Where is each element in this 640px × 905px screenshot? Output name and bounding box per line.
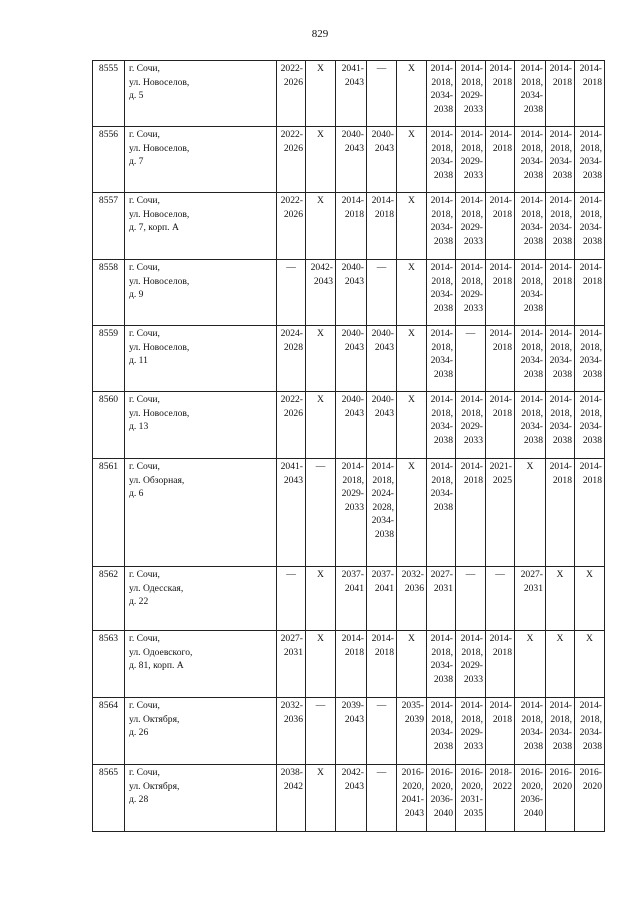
row-number: 8557	[93, 193, 125, 260]
value-cell: 2014- 2018	[367, 631, 397, 698]
row-number: 8562	[93, 567, 125, 631]
value-cell: X	[575, 567, 605, 631]
value-cell: 2014- 2018, 2034- 2038	[575, 326, 605, 392]
table-row	[93, 61, 605, 127]
value-cell: 2014- 2018	[486, 193, 515, 260]
address-cell: г. Сочи, ул. Одоевского, д. 81, корп. А	[125, 631, 277, 698]
value-cell: 2014- 2018	[486, 392, 515, 459]
value-cell: 2014- 2018	[546, 61, 575, 127]
value-cell: 2014- 2018, 2034- 2038	[546, 326, 575, 392]
value-cell: 2014- 2018, 2034- 2038	[546, 193, 575, 260]
value-cell: X	[397, 127, 427, 193]
value-cell: 2014- 2018	[486, 61, 515, 127]
value-cell: X	[306, 631, 336, 698]
value-cell: 2040- 2043	[367, 392, 397, 459]
value-cell: 2018- 2022	[486, 765, 515, 832]
value-cell: 2014- 2018, 2029- 2033	[456, 260, 486, 326]
value-cell: —	[367, 61, 397, 127]
table-row	[93, 567, 605, 631]
value-cell: X	[397, 631, 427, 698]
value-cell: 2014- 2018	[575, 61, 605, 127]
value-cell: X	[397, 260, 427, 326]
row-number: 8559	[93, 326, 125, 392]
value-cell: X	[515, 631, 546, 698]
value-cell: 2014- 2018, 2034- 2038	[575, 127, 605, 193]
value-cell: 2014- 2018, 2034- 2038	[515, 260, 546, 326]
row-number: 8561	[93, 459, 125, 567]
value-cell: —	[367, 698, 397, 765]
address-cell: г. Сочи, ул. Новоселов, д. 13	[125, 392, 277, 459]
value-cell: 2016- 2020, 2031- 2035	[456, 765, 486, 832]
value-cell: —	[277, 260, 306, 326]
value-cell: 2040- 2043	[336, 392, 367, 459]
address-cell: г. Сочи, ул. Обзорная, д. 6	[125, 459, 277, 567]
value-cell: 2016- 2020, 2036- 2040	[515, 765, 546, 832]
value-cell: 2014- 2018, 2034- 2038	[546, 698, 575, 765]
row-number: 8555	[93, 61, 125, 127]
value-cell: 2014- 2018, 2029- 2033	[456, 193, 486, 260]
value-cell: X	[306, 567, 336, 631]
value-cell: X	[546, 631, 575, 698]
value-cell: X	[306, 193, 336, 260]
value-cell: 2037- 2041	[367, 567, 397, 631]
row-number: 8563	[93, 631, 125, 698]
value-cell: —	[277, 567, 306, 631]
address-cell: г. Сочи, ул. Октября, д. 26	[125, 698, 277, 765]
row-number: 8558	[93, 260, 125, 326]
value-cell: 2016- 2020	[546, 765, 575, 832]
value-cell: 2024- 2028	[277, 326, 306, 392]
value-cell: 2014- 2018	[486, 631, 515, 698]
address-cell: г. Сочи, ул. Новоселов, д. 5	[125, 61, 277, 127]
value-cell: 2041- 2043	[277, 459, 306, 567]
value-cell: X	[397, 392, 427, 459]
value-cell: 2027- 2031	[427, 567, 456, 631]
value-cell: 2040- 2043	[367, 127, 397, 193]
value-cell: 2014- 2018, 2034- 2038	[427, 698, 456, 765]
value-cell: 2040- 2043	[336, 127, 367, 193]
value-cell: X	[306, 61, 336, 127]
value-cell: —	[306, 459, 336, 567]
value-cell: 2022- 2026	[277, 61, 306, 127]
value-cell: —	[306, 698, 336, 765]
value-cell: 2038- 2042	[277, 765, 306, 832]
value-cell: 2022- 2026	[277, 127, 306, 193]
value-cell: 2014- 2018, 2024- 2028, 2034- 2038	[367, 459, 397, 567]
value-cell: 2014- 2018	[546, 260, 575, 326]
value-cell: 2032- 2036	[397, 567, 427, 631]
value-cell: 2014- 2018, 2034- 2038	[427, 326, 456, 392]
value-cell: 2040- 2043	[367, 326, 397, 392]
value-cell: 2037- 2041	[336, 567, 367, 631]
value-cell: X	[546, 567, 575, 631]
value-cell: 2021- 2025	[486, 459, 515, 567]
table-row	[93, 392, 605, 459]
value-cell: 2041- 2043	[336, 61, 367, 127]
value-cell: 2014- 2018	[486, 127, 515, 193]
address-cell: г. Сочи, ул. Новоселов, д. 9	[125, 260, 277, 326]
address-cell: г. Сочи, ул. Новоселов, д. 7, корп. А	[125, 193, 277, 260]
value-cell: 2014- 2018	[486, 698, 515, 765]
value-cell: 2014- 2018, 2029- 2033	[456, 631, 486, 698]
value-cell: 2014- 2018	[367, 193, 397, 260]
value-cell: 2014- 2018, 2034- 2038	[427, 127, 456, 193]
value-cell: 2014- 2018, 2034- 2038	[546, 127, 575, 193]
table-row	[93, 765, 605, 832]
value-cell: 2014- 2018	[486, 326, 515, 392]
value-cell: 2014- 2018, 2034- 2038	[427, 631, 456, 698]
value-cell: X	[306, 127, 336, 193]
value-cell: 2014- 2018, 2034- 2038	[575, 392, 605, 459]
value-cell: X	[306, 765, 336, 832]
value-cell: 2027- 2031	[515, 567, 546, 631]
value-cell: 2014- 2018, 2034- 2038	[575, 698, 605, 765]
value-cell: 2014- 2018, 2034- 2038	[427, 459, 456, 567]
address-cell: г. Сочи, ул. Октября, д. 28	[125, 765, 277, 832]
value-cell: 2032- 2036	[277, 698, 306, 765]
value-cell: 2014- 2018, 2034- 2038	[575, 193, 605, 260]
value-cell: 2016- 2020, 2036- 2040	[427, 765, 456, 832]
value-cell: 2014- 2018, 2034- 2038	[427, 61, 456, 127]
data-table	[92, 60, 605, 832]
value-cell: 2014- 2018, 2034- 2038	[427, 193, 456, 260]
value-cell: X	[397, 61, 427, 127]
table-row	[93, 698, 605, 765]
value-cell: 2014- 2018, 2034- 2038	[427, 392, 456, 459]
value-cell: 2014- 2018, 2034- 2038	[515, 61, 546, 127]
value-cell: 2035- 2039	[397, 698, 427, 765]
value-cell: 2014- 2018, 2034- 2038	[515, 193, 546, 260]
row-number: 8565	[93, 765, 125, 832]
table-row	[93, 459, 605, 567]
value-cell: 2014- 2018, 2034- 2038	[515, 127, 546, 193]
value-cell: 2027- 2031	[277, 631, 306, 698]
value-cell: 2014- 2018, 2034- 2038	[515, 392, 546, 459]
value-cell: 2022- 2026	[277, 193, 306, 260]
value-cell: 2014- 2018, 2034- 2038	[546, 392, 575, 459]
value-cell: 2014- 2018	[456, 459, 486, 567]
value-cell: X	[306, 326, 336, 392]
value-cell: —	[486, 567, 515, 631]
value-cell: 2016- 2020	[575, 765, 605, 832]
value-cell: 2014- 2018	[486, 260, 515, 326]
value-cell: X	[397, 459, 427, 567]
value-cell: 2014- 2018, 2034- 2038	[515, 326, 546, 392]
table-row	[93, 260, 605, 326]
value-cell: —	[456, 567, 486, 631]
value-cell: 2022- 2026	[277, 392, 306, 459]
table-row	[93, 326, 605, 392]
value-cell: 2014- 2018	[546, 459, 575, 567]
value-cell: 2016- 2020, 2041- 2043	[397, 765, 427, 832]
value-cell: X	[515, 459, 546, 567]
value-cell: 2014- 2018	[575, 260, 605, 326]
value-cell: 2039- 2043	[336, 698, 367, 765]
value-cell: 2042- 2043	[306, 260, 336, 326]
value-cell: 2014- 2018, 2029- 2033	[456, 392, 486, 459]
value-cell: 2014- 2018, 2029- 2033	[336, 459, 367, 567]
address-cell: г. Сочи, ул. Новоселов, д. 11	[125, 326, 277, 392]
value-cell: X	[575, 631, 605, 698]
address-cell: г. Сочи, ул. Новоселов, д. 7	[125, 127, 277, 193]
row-number: 8564	[93, 698, 125, 765]
value-cell: 2014- 2018	[336, 631, 367, 698]
value-cell: 2014- 2018, 2034- 2038	[515, 698, 546, 765]
value-cell: —	[367, 765, 397, 832]
table-row	[93, 631, 605, 698]
value-cell: —	[367, 260, 397, 326]
value-cell: 2014- 2018, 2029- 2033	[456, 61, 486, 127]
value-cell: X	[397, 193, 427, 260]
value-cell: X	[397, 326, 427, 392]
value-cell: —	[456, 326, 486, 392]
row-number: 8560	[93, 392, 125, 459]
table-row	[93, 193, 605, 260]
value-cell: 2014- 2018	[575, 459, 605, 567]
address-cell: г. Сочи, ул. Одесская, д. 22	[125, 567, 277, 631]
value-cell: X	[306, 392, 336, 459]
value-cell: 2040- 2043	[336, 326, 367, 392]
value-cell: 2042- 2043	[336, 765, 367, 832]
table-row	[93, 127, 605, 193]
value-cell: 2040- 2043	[336, 260, 367, 326]
value-cell: 2014- 2018	[336, 193, 367, 260]
value-cell: 2014- 2018, 2034- 2038	[427, 260, 456, 326]
row-number: 8556	[93, 127, 125, 193]
value-cell: 2014- 2018, 2029- 2033	[456, 698, 486, 765]
value-cell: 2014- 2018, 2029- 2033	[456, 127, 486, 193]
page-number: 829	[311, 28, 329, 40]
